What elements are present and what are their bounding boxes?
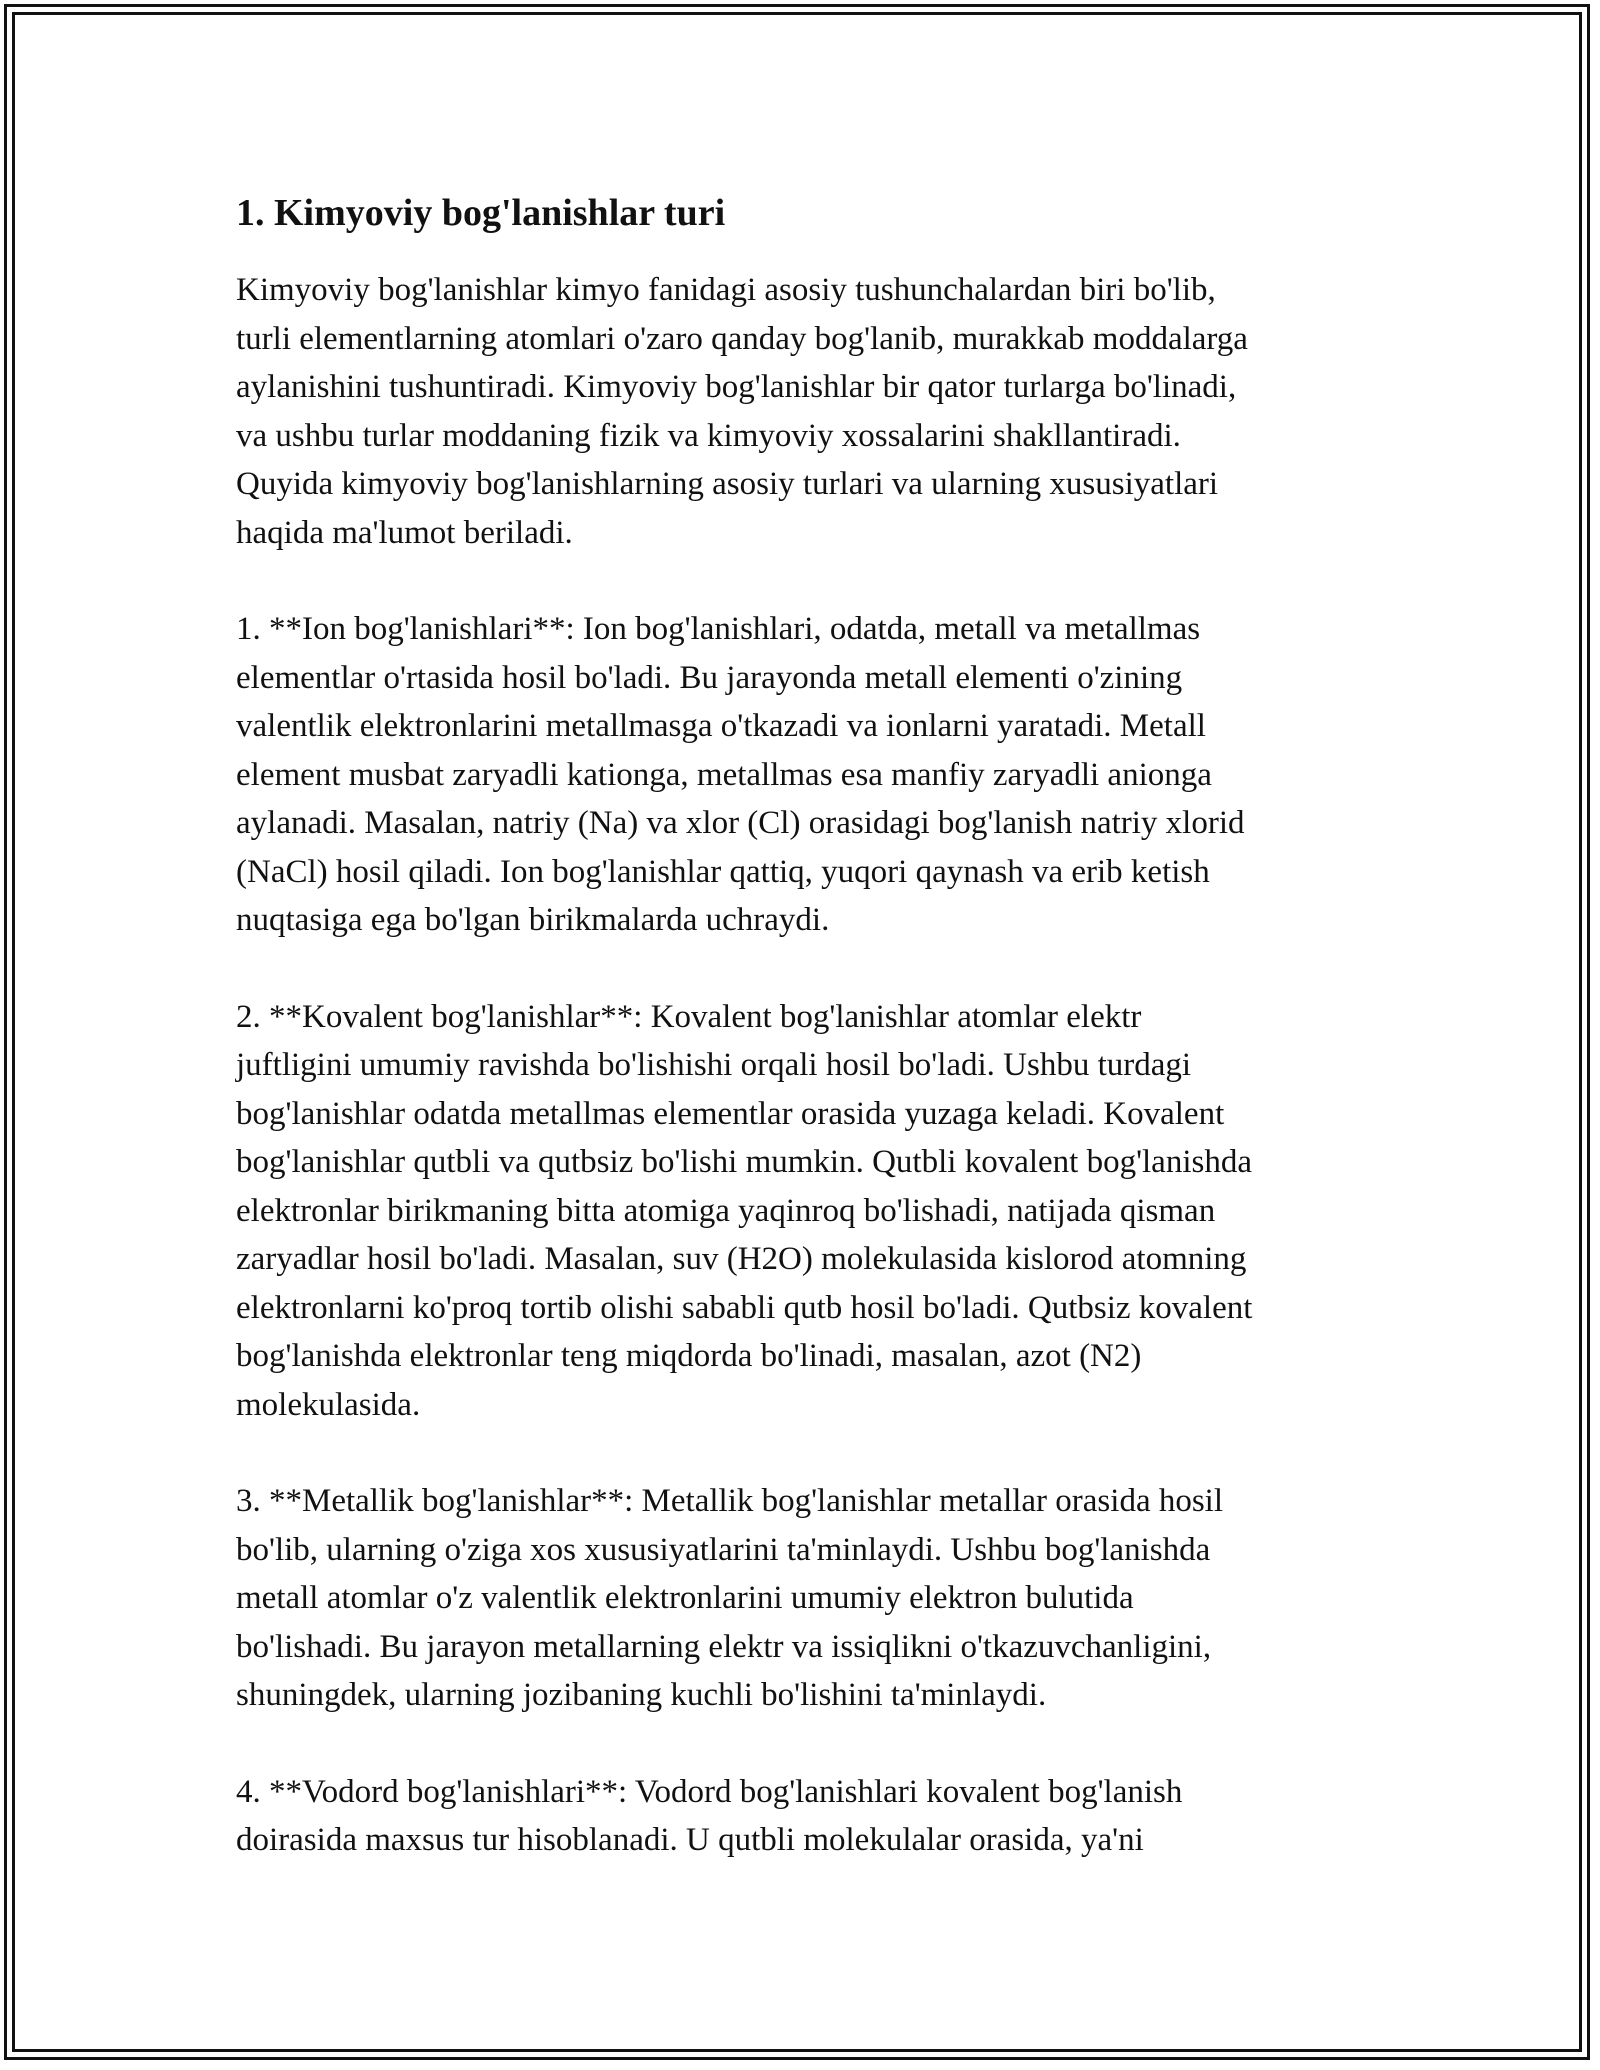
document-body: [236, 186, 1386, 1913]
covalent-bonds-paragraph: 2. **Kovalent bog'lanishlar**: Kovalent bog'lanishlar atomlar elektr juftligini umumiy ravishda bo'lishishi orqali hosil bo'ladi. Ushbu turdagi bog'lanishlar odatda metallmas elementlar orasida yuzaga keladi. Kovalent bog'lanishlar qutbli va qutbsiz bo'lishi mumkin. Qutbli kovalent bog'lanishda elektronlar birikmaning bitta atomiga yaqinroq bo'lishadi, natijada qisman zaryadlar hosil bo'ladi. Masalan, suv (H2O) molekulasida kislorod atomning elektronlarni ko'proq tortib olishi sababli qutb hosil bo'ladi. Qutbsiz kovalent bog'lanishda elektronlar teng miqdorda bo'linadi, masalan, azot (N2) molekulasida.: [236, 998, 1253, 1423]
metallic-bonds-paragraph: 3. **Metallik bog'lanishlar**: Metallik bog'lanishlar metallar orasida hosil bo'lib, ularning o'ziga xos xususiyatlarini ta'minlaydi. Ushbu bog'lanishda metall atomlar o'z valentlik elektronlarini umumiy elektron bulutida bo'lishadi. Bu jarayon metallarning elektr va issiqlikni o'tkazuvchanligini, shuningdek, ularning jozibaning kuchli bo'lishini ta'minlaydi.: [236, 1483, 1224, 1713]
hydrogen-bonds-paragraph: 4. **Vodord bog'lanishlari**: Vodord bog'lanishlari kovalent bog'lanish doirasida maxsus tur hisoblanadi. U qutbli molekulalar orasida, ya'ni: [236, 1773, 1183, 1858]
ion-bonds-paragraph: 1. **Ion bog'lanishlari**: Ion bog'lanishlari, odatda, metall va metallmas elementlar o'rtasida hosil bo'ladi. Bu jarayonda metall elementi o'zining valentlik elektronlarini metallmasga o'tkazadi va ionlarni yaratadi. Metall element musbat zaryadli kationga, metallmas esa manfiy zaryadli anionga aylanadi. Masalan, natriy (Na) va xlor (Cl) orasidagi bog'lanish natriy xlorid (NaCl) hosil qiladi. Ion bog'lanishlar qattiq, yuqori qaynash va erib ketish nuqtasiga ega bo'lgan birikmalarda uchraydi.: [236, 611, 1245, 938]
section-heading: 1. Kimyoviy bog'lanishlar turi: [236, 192, 726, 234]
intro-paragraph: Kimyoviy bog'lanishlar kimyo fanidagi asosiy tushunchalardan biri bo'lib, turli elementlarning atomlari o'zaro qanday bog'lanib, murakkab moddalarga aylanishini tushuntiradi. Kimyoviy bog'lanishlar bir qator turlarga bo'linadi, va ushbu turlar moddaning fizik va kimyoviy xossalarini shakllantiradi. Quyida kimyoviy bog'lanishlarning asosiy turlari va ularning xususiyatlari haqida ma'lumot beriladi.: [236, 272, 1248, 551]
